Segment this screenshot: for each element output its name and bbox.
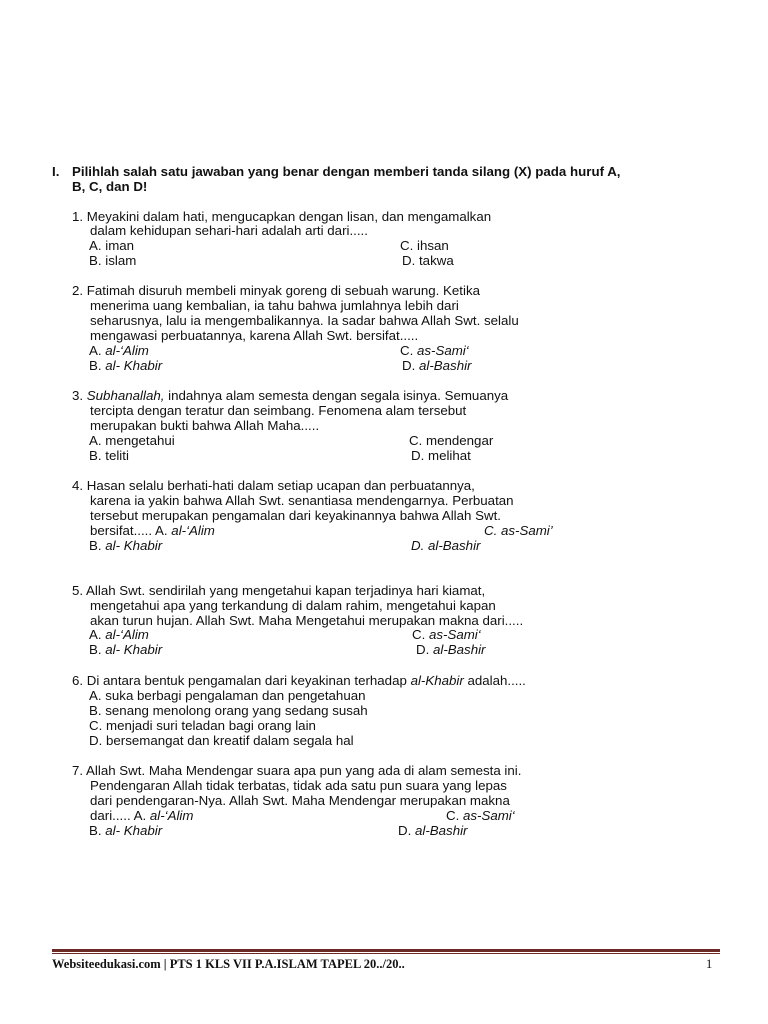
q1-option-a: A. iman [89,238,135,253]
q4-line-1: 4. Hasan selalu berhati-hati dalam setiap ucapan dan perbuatannya, [72,478,475,493]
q6-option-d: D. bersemangat dan kreatif dalam segala hal [89,733,354,748]
q3-line-1: 3. Subhanallah, indahnya alam semesta dengan segala isinya. Semuanya [72,388,509,403]
footer-text: Websiteedukasi.com | PTS 1 KLS VII P.A.ISLAM TAPEL 20../20.. [52,957,405,971]
footer-rule-thin [52,953,720,954]
q7-option-c: C. as-Sami‘ [446,808,515,823]
instruction-line-1: Pilihlah salah satu jawaban yang benar dengan memberi tanda silang (X) pada huruf A, [72,164,621,179]
q4-line-2: karena ia yakin bahwa Allah Swt. senantiasa mendengarnya. Perbuatan [90,493,514,508]
q3-option-a: A. mengetahui [89,433,175,448]
q7-line-2: Pendengaran Allah tidak terbatas, tidak ada satu pun suara yang lepas [90,778,507,793]
q5-line-3: akan turun hujan. Allah Swt. Maha Mengetahui merupakan makna dari..... [90,613,524,628]
q3-option-d: D. melihat [411,448,471,463]
q3-line-3: merupakan bukti bahwa Allah Maha..... [90,418,320,433]
q2-option-c: C. as-Sami‘ [400,343,469,358]
q7-option-b: B. al- Khabir [89,823,163,838]
q4-line-3: tersebut merupakan pengamalan dari keyakinannya bahwa Allah Swt. [90,508,501,523]
q2-option-a: A. al-‘Alim [89,343,149,358]
q5-line-1: 5. Allah Swt. sendirilah yang mengetahui kapan terjadinya hari kiamat, [72,583,486,598]
instruction-line-2: B, C, dan D! [72,179,148,194]
q5-option-a: A. al-‘Alim [89,627,149,642]
q2-line-3: seharusnya, lalu ia mengembalikannya. Ia sadar bahwa Allah Swt. selalu [90,313,519,328]
q4-option-c: C. as-Sami’ [484,523,553,538]
q2-option-d: D. al-Bashir [402,358,472,373]
q6-line-1: 6. Di antara bentuk pengamalan dari keyakinan terhadap al-Khabir adalah..... [72,673,526,688]
page-number: 1 [706,957,713,971]
q4-option-d: D. al-Bashir [411,538,481,553]
q6-option-b: B. senang menolong orang yang sedang susah [89,703,368,718]
q2-option-b: B. al- Khabir [89,358,163,373]
q4-option-b: B. al- Khabir [89,538,163,553]
q5-option-c: C. as-Sami‘ [412,627,481,642]
section-number: I. [52,164,60,179]
footer-rule-thick [52,949,720,952]
q7-line-4: dari..... A. al-‘Alim [90,808,194,823]
q1-line-1: 1. Meyakini dalam hati, mengucapkan dengan lisan, dan mengamalkan [72,209,492,224]
q7-line-1: 7. Allah Swt. Maha Mendengar suara apa pun yang ada di alam semesta ini. [72,763,522,778]
q1-option-b: B. islam [89,253,137,268]
q7-line-3: dari pendengaran-Nya. Allah Swt. Maha Mendengar merupakan makna [90,793,510,808]
q3-option-c: C. mendengar [409,433,494,448]
q1-option-d: D. takwa [402,253,454,268]
q5-line-2: mengetahui apa yang terkandung di dalam rahim, mengetahui kapan [90,598,496,613]
q6-option-a: A. suka berbagi pengalaman dan pengetahuan [89,688,366,703]
q1-line-2: dalam kehidupan sehari-hari adalah arti dari..... [90,223,368,238]
q2-line-1: 2. Fatimah disuruh membeli minyak goreng di sebuah warung. Ketika [72,283,480,298]
q6-option-c: C. menjadi suri teladan bagi orang lain [89,718,316,733]
q3-option-b: B. teliti [89,448,129,463]
q2-line-4: mengawasi perbuatannya, karena Allah Swt. bersifat..... [90,328,419,343]
q4-line-4: bersifat..... A. al-‘Alim [90,523,215,538]
q2-line-2: menerima uang kembalian, ia tahu bahwa jumlahnya lebih dari [90,298,459,313]
q7-option-d: D. al-Bashir [398,823,468,838]
q3-line-2: tercipta dengan teratur dan seimbang. Fenomena alam tersebut [90,403,467,418]
q5-option-b: B. al- Khabir [89,642,163,657]
q1-option-c: C. ihsan [400,238,449,253]
q5-option-d: D. al-Bashir [416,642,486,657]
